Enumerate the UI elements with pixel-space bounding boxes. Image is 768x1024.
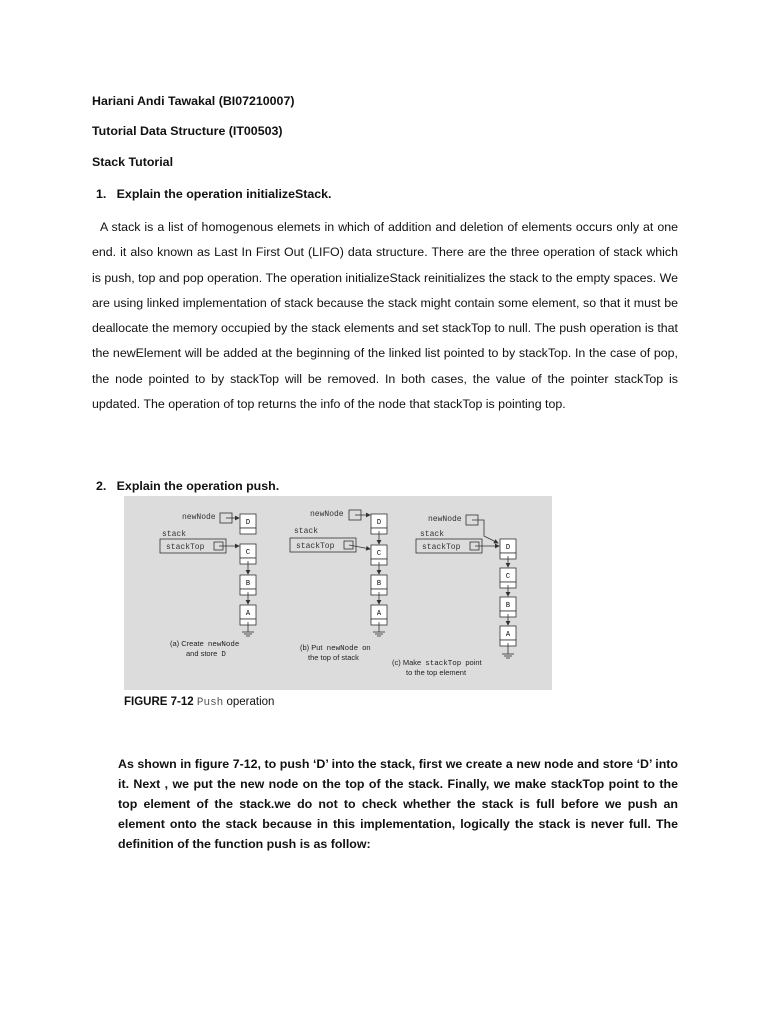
- panel-a-stacktop-label: stackTop: [166, 543, 205, 552]
- panel-c-newnode-label: newNode: [428, 515, 462, 524]
- panel-a-node-d-label: D: [245, 519, 251, 527]
- panel-b-caption-1b: on: [362, 643, 371, 652]
- svg-text:(b) Put newNode: [300, 643, 371, 653]
- panel-a-node-c-label: C: [245, 549, 251, 557]
- panel-b-stacktop-label: stackTop: [296, 542, 335, 551]
- panel-b-node-b-label: B: [376, 580, 382, 588]
- push-diagram: [124, 496, 552, 690]
- topic-heading: Stack Tutorial: [92, 155, 174, 169]
- panel-a-node-a-label: A: [245, 610, 251, 618]
- panel-c-caption-2a: to the top element: [406, 668, 467, 677]
- panel-a-caption-2a: and store: [186, 649, 218, 658]
- question-1-answer: A stack is a list of homogenous elemets in which of addition and deletion of elements occurs only at one end. it also known as Last In First Out (LIFO) data structure. There are the three operation of stack which is push, top and pop operation. The operation initializeStack reinitializes the stack to the empty spaces. We are using linked implementation of stack because the stack might contain some element, so that it must be deallocate the memory occupied by the stack elements and set stackTop to null. The push operation is that the newElement will be added at the beginning of the linked list pointed to by stackTop. In the case of pop, the node pointed to by stackTop will be removed. In both cases, the value of the pointer stackTop is updated. The operation of top returns the info of the node that stackTop is pointing top.: [92, 220, 678, 412]
- figure-caption-code: Push: [196, 697, 224, 709]
- svg-text:(c) Make stackTop: [392, 658, 483, 668]
- panel-b-newnode-label: newNode: [310, 510, 344, 519]
- figure-caption-text: operation: [226, 696, 275, 708]
- question-2-heading: 2. Explain the operation push.: [96, 479, 280, 493]
- panel-c: [392, 515, 516, 677]
- panel-b-caption-1-mono: newNode: [326, 645, 359, 653]
- panel-c-caption-1a: (c) Make: [392, 658, 422, 667]
- panel-b-node-d-label: D: [376, 519, 382, 527]
- panel-a-caption-2-mono: D: [221, 651, 226, 659]
- panel-b-stack-label: stack: [294, 527, 319, 536]
- panel-c-caption-1-mono: stackTop: [425, 660, 462, 668]
- question-1-heading: 1. Explain the operation initializeStack.: [96, 187, 332, 201]
- course-line: Tutorial Data Structure (IT00503): [92, 124, 283, 138]
- panel-c-caption-1b: point: [465, 658, 482, 667]
- author-line: Hariani Andi Tawakal (BI07210007): [92, 94, 295, 108]
- panel-b: [290, 510, 387, 662]
- panel-c-node-c-label: C: [505, 573, 511, 581]
- panel-a-caption-1-mono: newNode: [207, 641, 240, 649]
- panel-c-stacktop-label: stackTop: [422, 543, 461, 552]
- figure-number: FIGURE 7-12: [124, 696, 194, 708]
- panel-c-node-d-label: D: [505, 544, 511, 552]
- svg-text:and store D: [186, 649, 226, 659]
- panel-b-caption-1a: (b) Put: [300, 643, 323, 652]
- question-2-answer: As shown in figure 7-12, to push ‘D’ into the stack, first we create a new node and store ‘D’ into it. Next , we put the new node on the top of the stack. Finally, we make stackTop point to the top element of the stack.we do not to check whether the stack is full before we push an element onto the stack because in this implementation, logically the stack is never full. The definition of the function push is as follow:: [118, 757, 678, 851]
- panel-b-caption-2a: the top of stack: [308, 653, 359, 662]
- panel-c-node-a-label: A: [505, 631, 511, 639]
- push-operation-figure: [124, 496, 552, 690]
- panel-a-newnode-label: newNode: [182, 513, 216, 522]
- panel-b-node-a-label: A: [376, 610, 382, 618]
- panel-a: [160, 513, 256, 659]
- panel-a-caption-1a: (a) Create: [170, 639, 204, 648]
- panel-c-node-b-label: B: [505, 602, 511, 610]
- figure-caption: [124, 696, 274, 709]
- panel-c-stack-label: stack: [420, 530, 445, 539]
- panel-a-stack-label: stack: [162, 530, 187, 539]
- panel-b-node-c-label: C: [376, 550, 382, 558]
- panel-a-node-b-label: B: [245, 580, 251, 588]
- svg-text:(a) Create newNode: [170, 639, 239, 649]
